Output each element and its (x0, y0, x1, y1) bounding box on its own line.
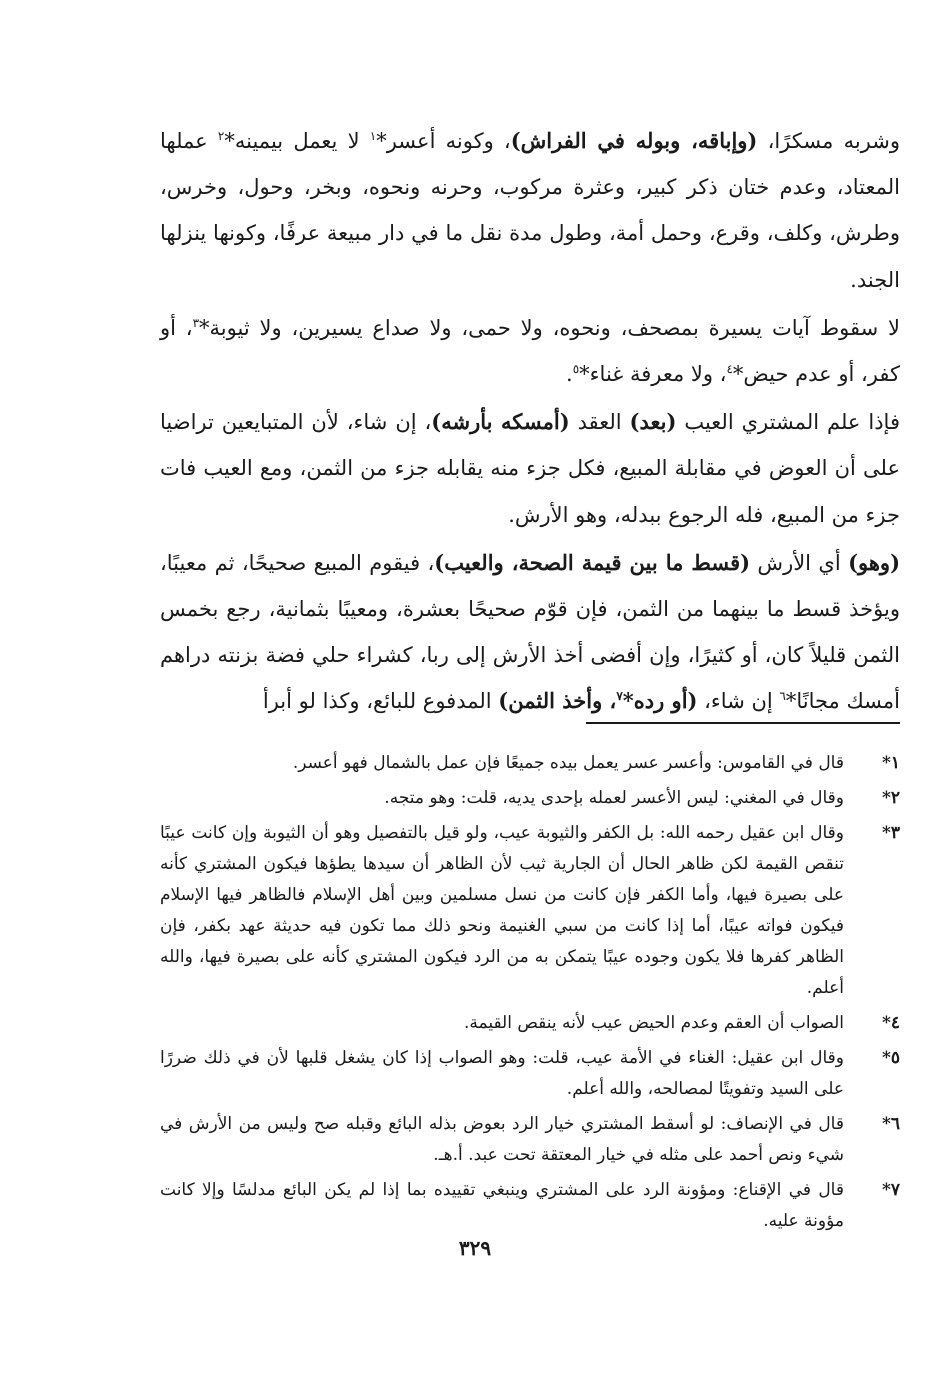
text-run: ، أو كفر، أو عدم حيض* (160, 315, 900, 387)
paragraph-2 (160, 305, 900, 397)
footnote-text: وقال في المغني: ليس الأعسر لعمله بإحدى يديه، قلت: وهو متجه. (384, 788, 844, 808)
footnote-marker: ٦* (881, 1114, 900, 1134)
footnote-1 (160, 748, 900, 779)
text-run: ، فيقوم المبيع صحيحًا، ثم معيبًا، ويؤخذ قسط ما بينهما من الثمن، فإن قوّم صحيحًا بعشرة، ومعيبًا بثمانية، رجع بخمس الثمن قليلاً كان، أو كثيرًا، وإن أفضى أخذ الأرش إلى ربا، كشراء حلي فضة بزنته دراهم أمسك مجانًا* (160, 550, 900, 714)
footnote-6 (160, 1109, 900, 1171)
text-run: إن شاء، (697, 689, 780, 714)
bold-matn-text: (وهو) (848, 549, 900, 575)
footnote-text: وقال ابن عقيل: الغناء في الأمة عيب، قلت: وهو الصواب إذا كان يشغل قلبها لأن في ذلك ضررًا على السيد وتفويتًا لمصالحه، والله أعلم. (160, 1048, 844, 1099)
bold-matn-text: (وإباقه، وبوله في الفراش) (510, 128, 758, 153)
text-run: أي الأرش (750, 550, 849, 575)
text-run: المدفوع للبائع، وكذا لو أبرأ (262, 689, 499, 714)
text-run: عملها المعتاد، وعدم ختان ذكر كبير، وعثرة مركوب، وحرنه ونحوه، وبخر، وحول، وخرس، وطرش، وكلف، وقرع، وحمل أمة، وطول مدة نقل ما في دار مبيعة عرفًا، وكونها ينزلها الجند. (160, 129, 900, 292)
footnote-7 (160, 1175, 900, 1237)
main-text (160, 118, 900, 725)
footnote-marker: ٧* (881, 1180, 900, 1200)
text-run: لا سقوط آيات يسيرة بمصحف، ونحوه، ولا حمى، ولا صداع يسيرين، ولا ثيوبة* (199, 315, 900, 340)
footnote-ref: ٣ (192, 315, 200, 330)
footnotes (160, 748, 900, 1241)
footnote-ref: ١ (369, 129, 377, 143)
paragraph-4 (160, 540, 900, 725)
footnote-text: قال في القاموس: وأعسر عسر يعمل بيده جميعًا فإن عمل بالشمال فهو أعسر. (292, 753, 844, 773)
text-run: وشربه مسكرًا، (757, 129, 900, 153)
footnote-marker: ٤* (881, 1013, 900, 1033)
footnote-ref: ٢ (217, 129, 225, 143)
footnote-3 (160, 818, 900, 1004)
bold-matn-text: (أو رده* (622, 688, 698, 714)
footnote-ref: ٤ (726, 362, 733, 377)
bold-matn-text: (بعد) (629, 409, 677, 435)
footnote-ref: ٦ (779, 689, 786, 704)
text-run: فإذا علم المشتري العيب (676, 410, 900, 435)
footnote-4 (160, 1008, 900, 1039)
bold-matn-text: (قسط ما بين قيمة الصحة، والعيب) (434, 549, 751, 575)
footnote-marker: ٢* (881, 788, 900, 808)
footnote-separator (586, 722, 900, 724)
footnote-marker: ١* (881, 753, 900, 773)
text-run: ، إن شاء، لأن المتبايعين تراضيا على أن العوض في مقابلة المبيع، فكل جزء منه يقابله جزء من الثمن، ومع العيب فات جزء من المبيع، فله الرجوع ببدله، وهو الأرش. (160, 410, 900, 527)
footnote-text: الصواب أن العقم وعدم الحيض عيب لأنه ينقص القيمة. (463, 1013, 844, 1033)
footnote-marker: ٥* (881, 1048, 900, 1068)
footnote-text: قال في الإقناع: ومؤونة الرد على المشتري وينبغي تقييده بما إذا لم يكن البائع مدلسًا وإلا كانت مؤونة عليه. (160, 1180, 844, 1231)
text-run: العقد (569, 410, 630, 435)
text-run: لا يعمل بيمينه* (224, 129, 370, 153)
text-run: ، وكونه أعسر* (376, 129, 511, 153)
footnote-text: قال في الإنصاف: لو أسقط المشتري خيار الرد بعوض بذله البائع وقبله صح وليس من الأرش في شيء ونص أحمد على مثله في خيار المعتقة تحت عبد. أ.هـ. (160, 1114, 844, 1165)
paragraph-1 (160, 118, 900, 303)
footnote-5 (160, 1043, 900, 1105)
text-run: ، ولا معرفة غناء* (579, 362, 727, 387)
footnote-2 (160, 783, 900, 814)
paragraph-3 (160, 399, 900, 538)
bold-matn-text: ، وأخذ الثمن) (498, 688, 617, 714)
footnote-ref: ٥ (572, 362, 580, 377)
footnote-text: وقال ابن عقيل رحمه الله: بل الكفر والثيوبة عيب، ولو قيل بالتفصيل وهو أن الثيوبة وإن كانت عيبًا تنقص القيمة لكن ظاهر الحال أن الجارية ثيب لأن الظاهر أن سيدها يطؤها فيكون المشتري كأنه على بصيرة فيها، وأما الكفر فإن كانت من نسل مسلمين وبين أهل الإسلام فالظاهر فيها الإسلام فيكون فواته عيبًا، أما إذا كانت من سبي الغنيمة ونحو ذلك مما تكون فيه حديثة عهد بكفر، فإن الظاهر كفرها فلا يكون وجوده عيبًا يتمكن به من الرد فيكون المشتري كأنه على بصيرة فيها، والله أعلم. (160, 823, 844, 998)
text-run: . (566, 362, 573, 387)
page-number: ٣٢٩ (458, 1236, 492, 1260)
footnote-marker: ٣* (881, 823, 900, 843)
bold-matn-text: (أمسكه بأرشه) (431, 409, 570, 435)
footnote-ref: ٧ (616, 689, 623, 704)
